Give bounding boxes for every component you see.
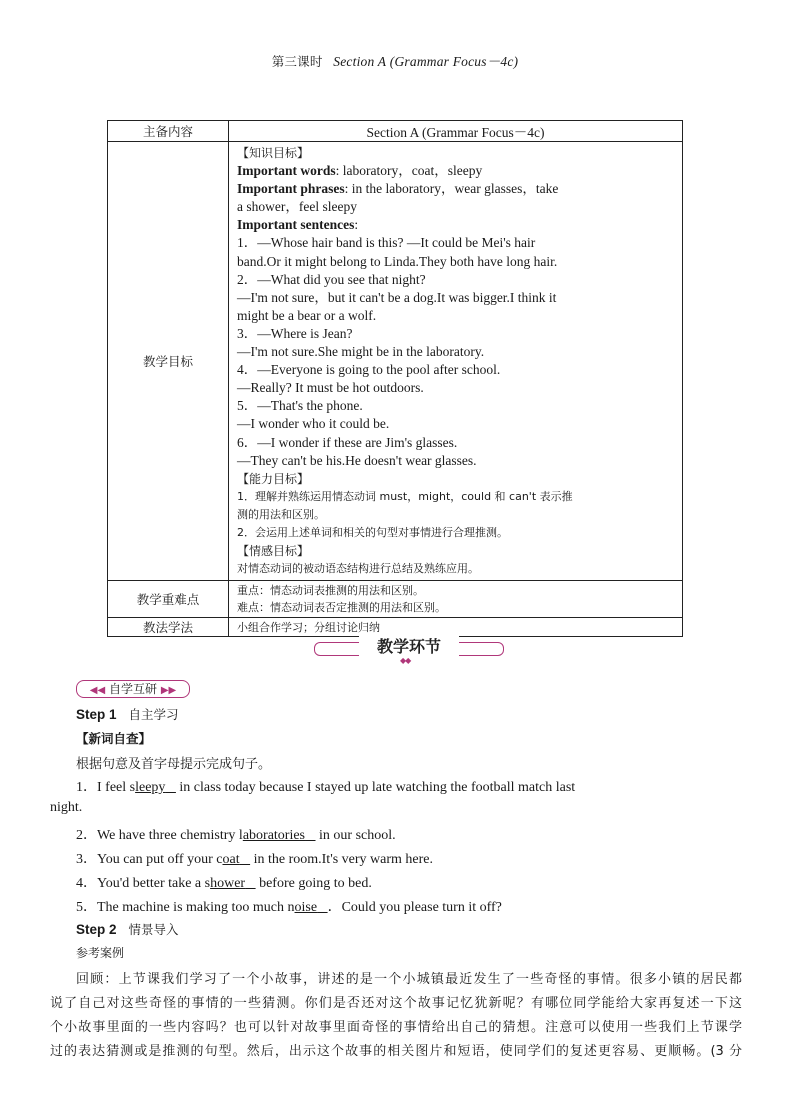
- phrases-list-1: : in the laboratory，wear glasses，take: [344, 181, 559, 197]
- recap-paragraph-line-2: 说了自己对这些奇怪的事情的一些猜测。你们是否还对这个故事记忆犹新呢？有哪位同学能给大家再复述一下这: [50, 996, 742, 1011]
- question-3: [76, 848, 433, 868]
- banner-title: 教学环节: [359, 636, 459, 658]
- q2-suffix: in our school.: [315, 828, 396, 843]
- step1-title: Step 1: [76, 707, 117, 722]
- sentence-1a: 1．—Whose hair band is this? —It could be Mei's hair: [237, 235, 536, 251]
- sentence-2c: might be a bear or a wolf.: [237, 307, 377, 323]
- table-row: [108, 121, 683, 142]
- q1-answer-text: leepy: [135, 780, 166, 795]
- sentence-2a: 2．—What did you see that night?: [237, 271, 426, 287]
- question-2: [76, 824, 396, 844]
- step1-heading: [76, 705, 179, 724]
- recap-paragraph-line-3: 个小故事里面的一些内容吗？也可以针对故事里面奇怪的事情给出自己的猜想。注意可以使用一些我们上节课学: [50, 1020, 742, 1035]
- sentence-3a: 3．—Where is Jean?: [237, 325, 353, 341]
- sentence-5a: 5．—That's the phone.: [237, 398, 363, 414]
- phrases-line: [237, 180, 674, 198]
- method-value: 小组合作学习；分组讨论归纳: [229, 617, 683, 636]
- table-row: [108, 580, 683, 617]
- sentence-5b: —I wonder who it could be.: [237, 416, 390, 432]
- knowledge-heading: 【知识目标】: [237, 146, 310, 160]
- q2-prefix: 2．We have three chemistry l: [76, 828, 243, 843]
- question-1: [76, 776, 742, 796]
- sentences-line: [237, 216, 674, 234]
- lesson-number: 第三课时: [271, 54, 323, 69]
- q4-prefix: 4．You'd better take a s: [76, 876, 211, 891]
- q5-prefix: 5．The machine is making too much n: [76, 900, 295, 915]
- instruction: 根据句意及首字母提示完成句子。: [76, 757, 272, 772]
- key-point-1: 重点：情态动词表推测的用法和区别。: [237, 583, 424, 597]
- section-banner: [314, 636, 504, 665]
- q3-answer: [222, 852, 250, 867]
- reference-case-label: 参考案例: [76, 946, 125, 960]
- step2-title: Step 2: [76, 922, 117, 937]
- sentence-2b: —I'm not sure，but it can't be a dog.It was bigger.I think it: [237, 289, 557, 305]
- table-row: [108, 142, 683, 581]
- question-4: [76, 872, 372, 892]
- self-study-tag: [76, 680, 190, 698]
- words-list: : laboratory，coat，sleepy: [335, 163, 483, 179]
- section-name: Section A: [333, 54, 387, 69]
- lesson-title: [0, 50, 790, 70]
- q5-suffix: ．Could you please turn it off?: [327, 900, 502, 915]
- sentence-6b: —They can't be his.He doesn't wear glasses.: [237, 452, 477, 468]
- goals-label: 教学目标: [108, 142, 229, 581]
- q2-answer-text: aboratories: [242, 828, 306, 843]
- phrases-label: Important phrases: [237, 181, 345, 197]
- ability-2: 2．会运用上述单词和相关的句型对事情进行合理推测。: [237, 525, 508, 539]
- double-arrow-left-icon: ◀◀: [89, 685, 106, 696]
- words-label: Important words: [237, 163, 336, 179]
- ability-1a: 1．理解并熟练运用情态动词 must，might，could 和 can't 表示推: [237, 489, 573, 503]
- sentence-6a: 6．—I wonder if these are Jim's glasses.: [237, 434, 458, 450]
- q1-answer: [135, 780, 176, 795]
- content-value: Section A (Grammar Focus－4c): [229, 121, 683, 142]
- sentence-4a: 4．—Everyone is going to the pool after school.: [237, 362, 501, 378]
- method-label: 教法学法: [108, 617, 229, 636]
- q4-answer-text: hower: [210, 876, 246, 891]
- key-points-label: 教学重难点: [108, 580, 229, 617]
- focus-range: (Grammar Focus－4c): [389, 54, 519, 69]
- q5-answer-text: oise: [294, 900, 318, 915]
- sentence-4b: —Really? It must be hot outdoors.: [237, 380, 424, 396]
- diamond-ornament-icon: ◆◆: [400, 656, 411, 665]
- tag-label: 自学互研: [108, 682, 157, 696]
- sentence-1b: band.Or it might belong to Linda.They both have long hair.: [237, 253, 558, 269]
- sentences-colon: :: [354, 217, 359, 233]
- q4-suffix: before going to bed.: [255, 876, 372, 891]
- step2-subtitle: 情景导入: [128, 922, 179, 937]
- key-points-content: [229, 580, 683, 617]
- q4-answer: [210, 876, 256, 891]
- sentence-3b: —I'm not sure.She might be in the laboratory.: [237, 344, 485, 360]
- question-5: [76, 896, 502, 916]
- recap-paragraph-line-1: 回顾：上节课我们学习了一个小故事，讲述的是一个小城镇最近发生了一些奇怪的事情。很多小镇的居民都: [76, 972, 742, 987]
- phrases-line-2: a shower，feel sleepy: [237, 199, 357, 215]
- q5-answer: [295, 900, 328, 915]
- sentences-label: Important sentences: [237, 217, 355, 233]
- question-1-continued: night.: [50, 800, 83, 815]
- q1-suffix: in class today because I stayed up late watching the football match last: [175, 780, 576, 795]
- key-point-2: 难点：情态动词表否定推测的用法和区别。: [237, 600, 446, 614]
- emotion-heading: 【情感目标】: [237, 543, 310, 558]
- ability-1b: 测的用法和区别。: [237, 507, 325, 521]
- ability-heading: 【能力目标】: [237, 471, 310, 486]
- lesson-plan-table: [107, 120, 683, 637]
- q3-suffix: in the room.It's very warm here.: [250, 852, 434, 867]
- step1-subtitle: 自主学习: [128, 707, 179, 722]
- goals-content: [229, 142, 683, 581]
- double-arrow-right-icon: ▶▶: [160, 685, 177, 696]
- q2-answer: [243, 828, 316, 843]
- q1-prefix: 1．I feel s: [76, 780, 136, 795]
- q3-answer-text: oat: [222, 852, 240, 867]
- new-words-heading: 【新词自查】: [76, 731, 152, 746]
- words-line: [237, 162, 674, 180]
- step2-heading: [76, 920, 179, 939]
- content-label: 主备内容: [108, 121, 229, 142]
- q3-prefix: 3．You can put off your c: [76, 852, 223, 867]
- table-row: [108, 617, 683, 636]
- recap-paragraph-line-4: 过的表达猜测或是推测的句型。然后，出示这个故事的相关图片和短语，使同学们的复述更容易、更顺畅。(3 分: [50, 1044, 742, 1059]
- emotion-1: 对情态动词的被动语态结构进行总结及熟练应用。: [237, 561, 479, 575]
